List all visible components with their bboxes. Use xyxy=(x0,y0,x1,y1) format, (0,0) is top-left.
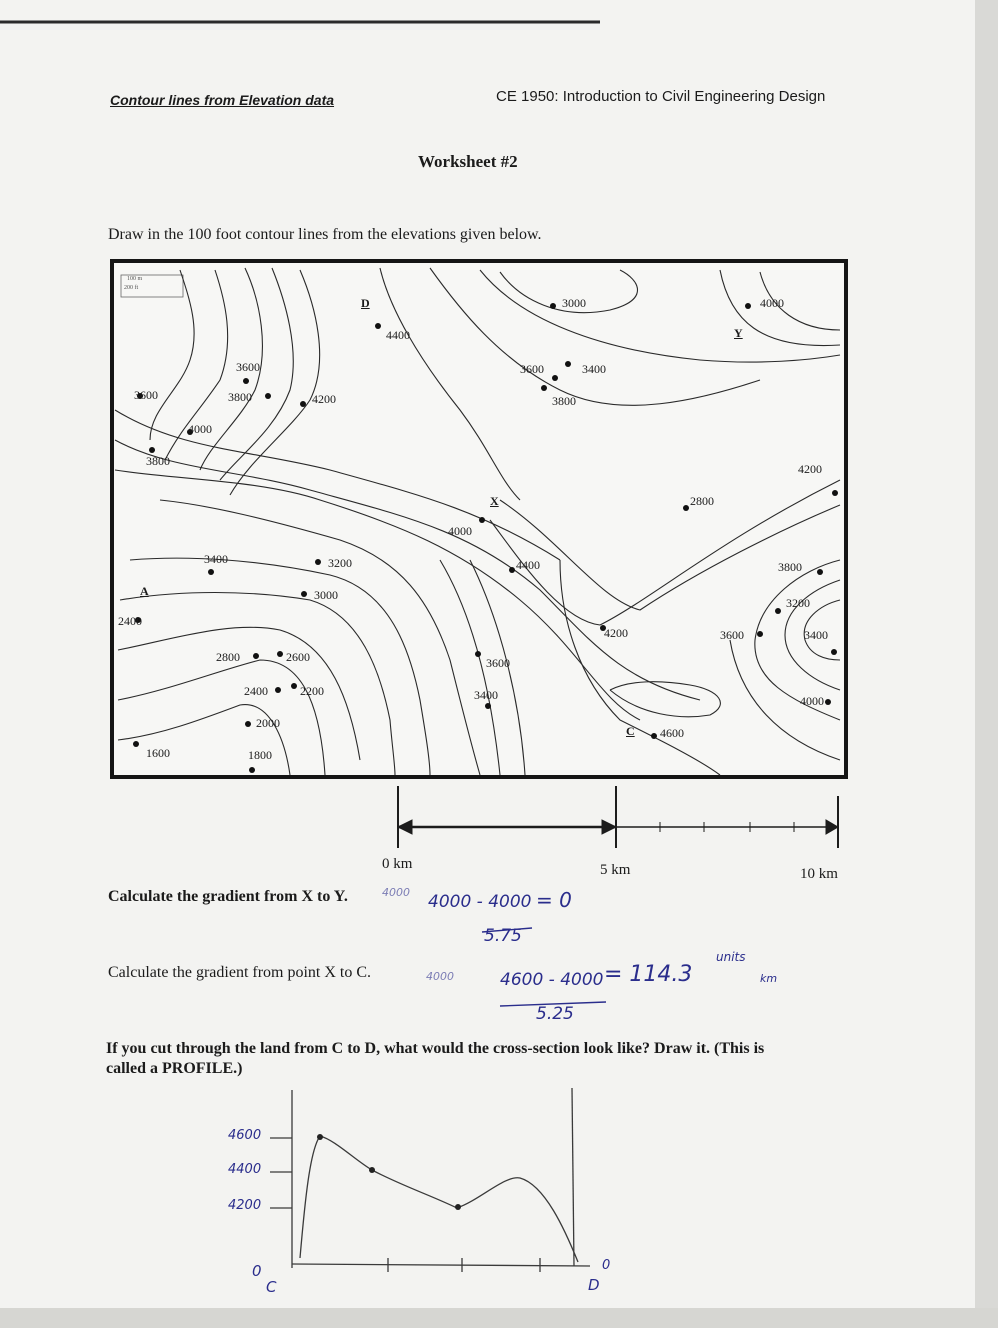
profile-y-label: 4600 xyxy=(228,1128,262,1143)
point-c-label: C xyxy=(626,724,635,738)
profile-c-label: C xyxy=(266,1278,277,1296)
elevation-label: 3600 xyxy=(134,388,158,402)
scale-label-10: 10 km xyxy=(800,866,838,882)
q2-handwritten-units: units xyxy=(716,950,746,964)
profile-d-label: D xyxy=(588,1276,600,1294)
elevation-label: 3400 xyxy=(582,362,606,376)
profile-zero-right: 0 xyxy=(602,1258,611,1273)
elevation-label: 4000 xyxy=(448,524,472,538)
elevation-label: 4600 xyxy=(660,726,684,740)
elevation-label: 4200 xyxy=(312,392,336,406)
elevation-label: 3400 xyxy=(204,552,228,566)
elevation-label: 3000 xyxy=(314,588,338,602)
q1-handwritten-denominator: 5.75 xyxy=(484,926,522,946)
elevation-label: 3600 xyxy=(720,628,744,642)
instruction-text: Draw in the 100 foot contour lines from the elevations given below. xyxy=(108,226,542,243)
elevation-label: 3800 xyxy=(552,394,576,408)
point-x-label: X xyxy=(490,494,499,508)
elevation-label: 3800 xyxy=(228,390,252,404)
header-course: CE 1950: Introduction to Civil Engineering Design xyxy=(496,88,826,105)
scale-label-5: 5 km xyxy=(600,862,631,878)
elevation-label: 4400 xyxy=(386,328,410,342)
worksheet-title: Worksheet #2 xyxy=(418,152,518,171)
elevation-label: 3200 xyxy=(328,556,352,570)
point-d-label: D xyxy=(361,296,370,310)
elevation-label: 4200 xyxy=(604,626,628,640)
elevation-label: 4200 xyxy=(798,462,822,476)
elevation-label: 3400 xyxy=(474,688,498,702)
q2-handwritten-calc: 4600 - 4000 xyxy=(500,970,604,990)
scan-margin xyxy=(975,0,998,1328)
profile-zero-left: 0 xyxy=(252,1262,262,1280)
scale-label-0: 0 km xyxy=(382,856,413,872)
q2-handwritten-per: km xyxy=(760,972,778,985)
header-topic: Contour lines from Elevation data xyxy=(110,92,335,108)
elevation-label: 4000 xyxy=(188,422,212,436)
legend-bottom: 200 ft xyxy=(124,285,139,291)
q1-handwritten-prefix: 4000 xyxy=(382,886,410,899)
elevation-label: 3800 xyxy=(778,560,802,574)
elevation-label: 2000 xyxy=(256,716,280,730)
question-2: Calculate the gradient from point X to C. xyxy=(108,964,372,981)
question-1: Calculate the gradient from X to Y. xyxy=(108,888,348,905)
elevation-label: 3600 xyxy=(236,360,260,374)
q2-handwritten-result: = 114.3 xyxy=(604,962,693,987)
q2-handwritten-prefix: 4000 xyxy=(426,970,454,983)
question-3-line-1: If you cut through the land from C to D, what would the cross-section look like? Draw it. (This is xyxy=(106,1040,765,1057)
question-3-line-2: called a PROFILE.) xyxy=(106,1060,243,1077)
scan-bottom xyxy=(0,1308,998,1328)
elevation-label: 1600 xyxy=(146,746,170,760)
elevation-label: 3400 xyxy=(804,628,828,642)
q2-handwritten-denominator: 5.25 xyxy=(536,1004,574,1024)
legend-top: 100 m xyxy=(127,276,143,282)
elevation-label: 2400 xyxy=(244,684,268,698)
elevation-label: 2800 xyxy=(216,650,240,664)
elevation-label: 2400 xyxy=(118,614,142,628)
scale-bar xyxy=(398,786,838,848)
elevation-label: 4400 xyxy=(516,558,540,572)
elevation-label: 3800 xyxy=(146,454,170,468)
elevation-label: 3200 xyxy=(786,596,810,610)
elevation-label: 2800 xyxy=(690,494,714,508)
elevation-label: 1800 xyxy=(248,748,272,762)
profile-curve xyxy=(300,1136,578,1262)
profile-axes xyxy=(270,1088,590,1272)
profile-y-label: 4200 xyxy=(228,1198,262,1213)
q1-handwritten-result: = 0 xyxy=(536,888,572,912)
point-a-label: A xyxy=(140,584,149,598)
elevation-label: 3600 xyxy=(486,656,510,670)
profile-y-label: 4400 xyxy=(228,1162,262,1177)
elevation-label: 4000 xyxy=(760,296,784,310)
point-y-label: Y xyxy=(734,326,743,340)
q1-handwritten-calc: 4000 - 4000 xyxy=(428,892,532,912)
elevation-label: 2600 xyxy=(286,650,310,664)
elevation-label: 3000 xyxy=(562,296,586,310)
elevation-label: 4000 xyxy=(800,694,824,708)
elevation-label: 3600 xyxy=(520,362,544,376)
elevation-label: 2200 xyxy=(300,684,324,698)
